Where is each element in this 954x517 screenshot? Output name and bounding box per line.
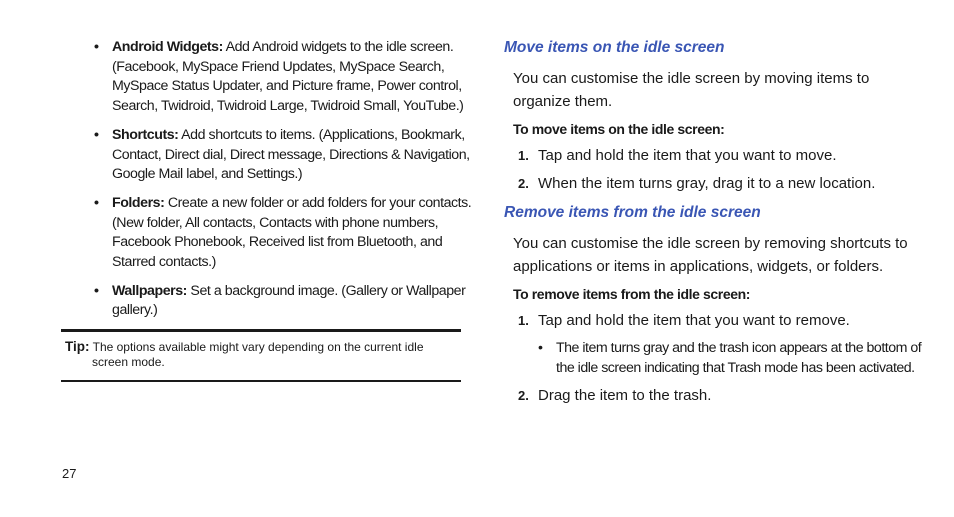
subheading-move: To move items on the idle screen:	[513, 121, 725, 137]
step-remove-1	[513, 311, 924, 331]
bullet-dot: •	[94, 39, 99, 55]
step-remove-1-note	[538, 339, 924, 378]
tip-text-line2: screen mode.	[92, 354, 165, 369]
bullet-android-widgets	[94, 38, 474, 117]
bullet-text: Add shortcuts to items. (Applications, Bookmark, Contact, Direct dial, Direct message, Directions & Navigation, Google Mail label, and Settings.)	[112, 126, 470, 183]
bullet-folders	[94, 194, 474, 273]
bullet-shortcuts	[94, 126, 474, 185]
bullet-dot: •	[94, 194, 99, 211]
bullet-text: Create a new folder or add folders for your contacts. (New folder, All contacts, Contacts with phone numbers, Facebook Phonebook, Received list from Bluetooth, and Starred contacts.)	[112, 194, 472, 271]
step-text: When the item turns gray, drag it to a new location.	[538, 175, 876, 192]
bullet-text: Add Android widgets to the idle screen. (Facebook, MySpace Friend Updates, MySpace Search, MySpace Status Updater, and Picture frame, Power control, Search, Twidroid, Twidroid Large, Twidroid Small, YouTube.)	[112, 39, 464, 115]
bullet-dot: •	[538, 340, 543, 356]
bullet-wallpapers	[94, 282, 474, 321]
step-number: 2.	[518, 388, 529, 404]
bullet-term: Folders:	[112, 194, 165, 211]
bullet-term: Wallpapers:	[112, 282, 187, 299]
section-intro-move: You can customise the idle screen by moving items to organize them.	[513, 70, 870, 110]
tip-label: Tip:	[65, 339, 90, 354]
right-column	[504, 38, 924, 414]
section-intro-remove: You can customise the idle screen by removing shortcuts to applications or items in applications, widgets, or folders.	[513, 235, 908, 275]
section-heading-move: Move items on the idle screen	[504, 39, 725, 56]
step-remove-2	[513, 386, 924, 406]
subheading-remove: To remove items from the idle screen:	[513, 286, 751, 302]
bullet-text: Set a background image. (Gallery or Wallpaper gallery.)	[112, 282, 466, 319]
step-move-2	[513, 174, 924, 194]
step-number: 1.	[518, 313, 529, 328]
step-number: 2.	[518, 176, 529, 191]
step-move-1	[513, 146, 924, 166]
step-text: Tap and hold the item that you want to move.	[538, 147, 837, 164]
step-text: Tap and hold the item that you want to remove.	[538, 312, 850, 329]
step-number: 1.	[518, 148, 529, 163]
tip-content	[65, 340, 457, 369]
bullet-dot: •	[94, 126, 99, 143]
left-column	[94, 38, 474, 330]
bullet-term: Android Widgets:	[112, 39, 223, 55]
step-text: Drag the item to the trash.	[538, 387, 712, 405]
section-heading-remove: Remove items from the idle screen	[504, 204, 761, 221]
tip-text-line1: The options available might vary depending on the current idle	[89, 340, 424, 354]
tip-box	[61, 329, 461, 382]
page-number: 27	[62, 466, 77, 481]
bullet-term: Shortcuts:	[112, 126, 179, 143]
note-text: The item turns gray and the trash icon appears at the bottom of the idle screen indicating that Trash mode has been activated.	[556, 340, 922, 376]
bullet-dot: •	[94, 282, 99, 299]
